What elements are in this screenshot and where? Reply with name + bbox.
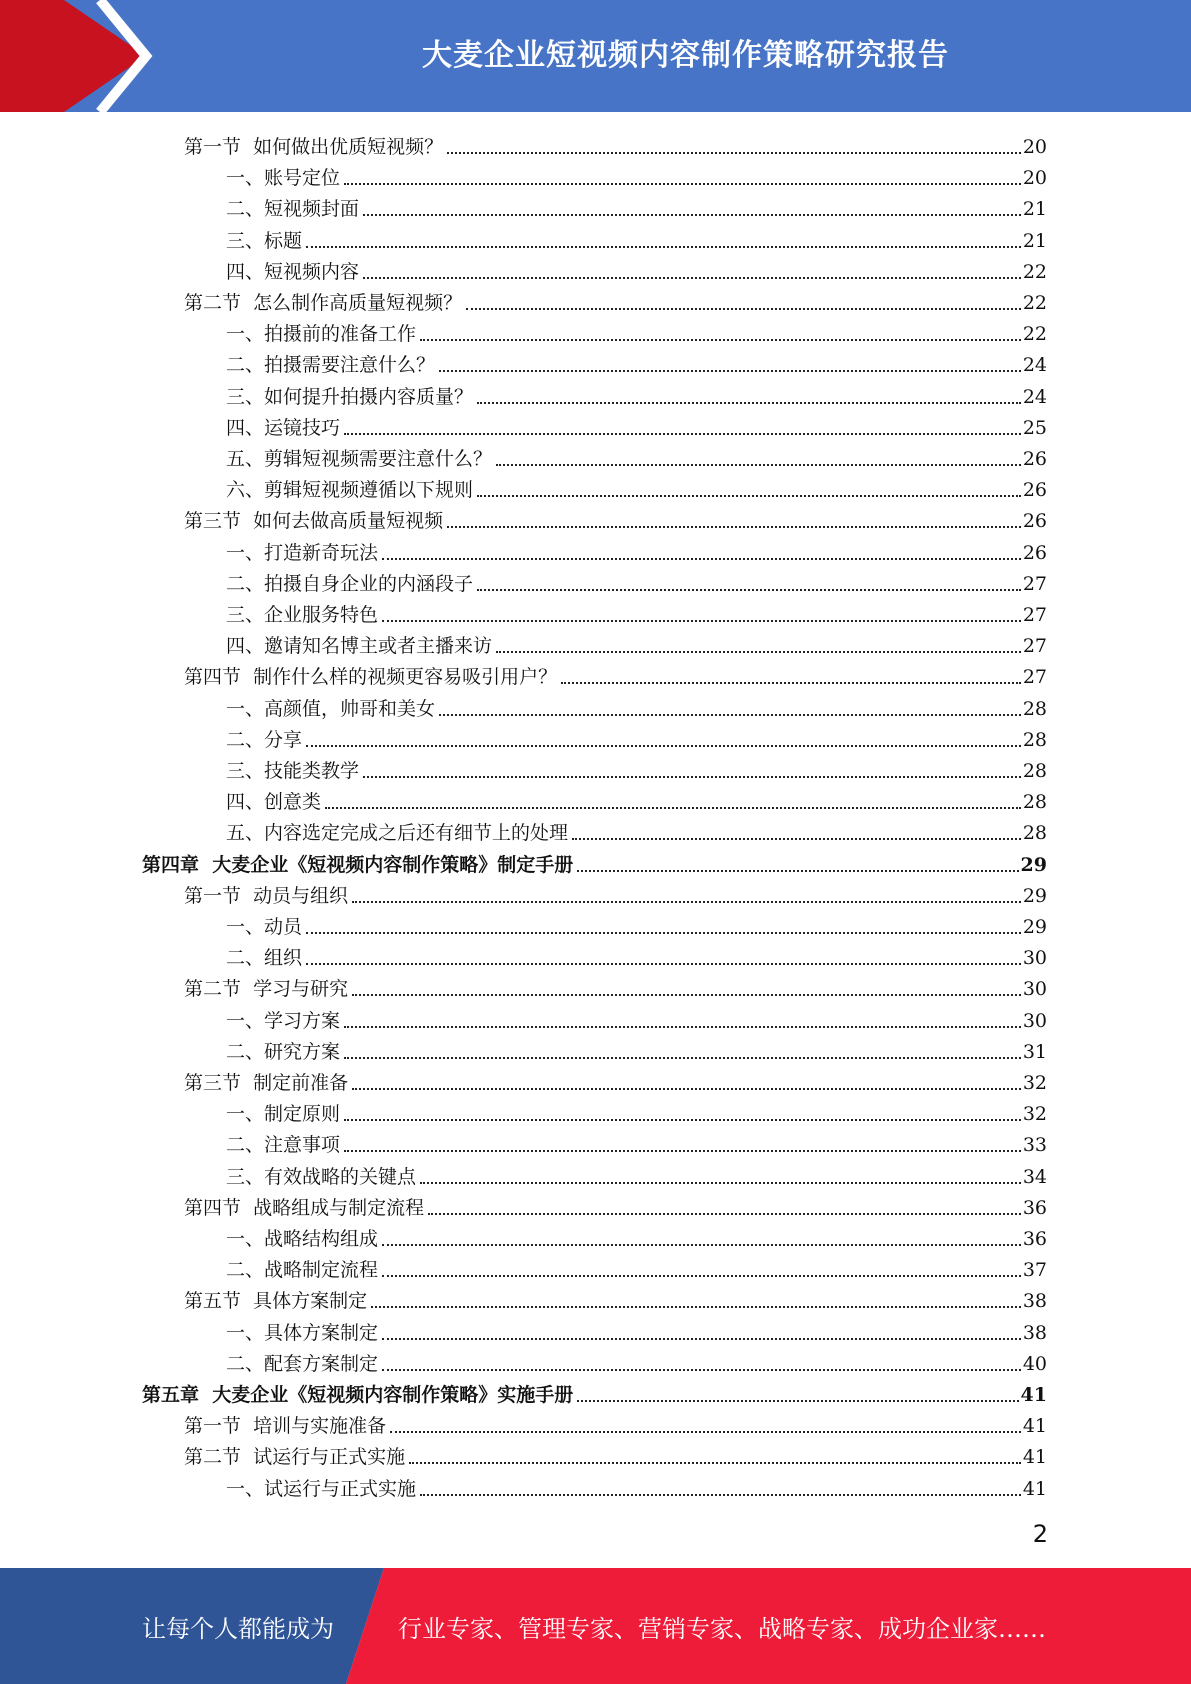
toc-entry-page: 28: [1022, 697, 1047, 720]
toc-subsection-entry[interactable]: [226, 596, 1047, 627]
toc-dot-leader: [420, 1494, 1021, 1496]
toc-subsection-entry[interactable]: [226, 752, 1047, 783]
toc-entry-title: 第四章 大麦企业《短视频内容制作策略》制定手册: [142, 853, 574, 876]
toc-entry-page: 37: [1022, 1259, 1047, 1282]
toc-entry-page: 22: [1022, 292, 1047, 314]
toc-entry-title: 一、账号定位: [226, 167, 341, 190]
toc-entry-page: 24: [1022, 385, 1047, 408]
toc-entry-title: 四、邀请知名博主或者主播来访: [226, 635, 493, 658]
toc-entry-title: 二、分享: [226, 728, 303, 751]
toc-subsection-entry[interactable]: [226, 1002, 1047, 1033]
toc-entry-page: 32: [1022, 1103, 1047, 1126]
toc-entry-title: 第五章 大麦企业《短视频内容制作策略》实施手册: [142, 1384, 574, 1406]
toc-subsection-entry[interactable]: [226, 1470, 1047, 1501]
toc-entry-page: 21: [1022, 198, 1047, 221]
toc-entry-title: 二、注意事项: [226, 1134, 341, 1157]
toc-entry-title: 三、有效战略的关键点: [226, 1165, 417, 1188]
toc-entry-title: 第二节 试运行与正式实施: [184, 1446, 406, 1469]
toc-entry-title: 二、组织: [226, 947, 303, 970]
toc-dot-leader: [382, 1244, 1021, 1246]
toc-chapter-entry[interactable]: [142, 1376, 1047, 1407]
toc-dot-leader: [382, 1338, 1021, 1340]
toc-entry-page: 28: [1022, 822, 1047, 845]
toc-subsection-entry[interactable]: [226, 939, 1047, 970]
toc-entry-title: 第三节 制定前准备: [184, 1072, 349, 1094]
toc-entry-page: 27: [1022, 635, 1047, 658]
toc-dot-leader: [352, 994, 1021, 996]
toc-entry-title: 第一节 动员与组织: [184, 884, 349, 907]
toc-subsection-entry[interactable]: [226, 346, 1047, 377]
toc-section-entry[interactable]: [184, 284, 1047, 315]
toc-entry-title: 第一节 培训与实施准备: [184, 1415, 387, 1438]
toc-subsection-entry[interactable]: [226, 908, 1047, 939]
toc-entry-page: 29: [1022, 916, 1047, 938]
toc-entry-page: 30: [1022, 947, 1047, 970]
toc-entry-title: 第二节 怎么制作高质量短视频？: [184, 292, 463, 314]
toc-entry-page: 33: [1022, 1134, 1047, 1157]
toc-dot-leader: [420, 339, 1021, 341]
toc-dot-leader: [344, 1057, 1021, 1059]
toc-dot-leader: [409, 1462, 1021, 1464]
toc-entry-title: 二、配套方案制定: [226, 1352, 379, 1375]
toc-subsection-entry[interactable]: [226, 690, 1047, 721]
toc-dot-leader: [561, 682, 1021, 684]
toc-subsection-entry[interactable]: [226, 814, 1047, 845]
toc-dot-leader: [428, 1213, 1021, 1215]
toc-entry-page: 22: [1022, 260, 1047, 283]
toc-subsection-entry[interactable]: [226, 471, 1047, 502]
toc-dot-leader: [477, 495, 1021, 497]
toc-subsection-entry[interactable]: [226, 1220, 1047, 1251]
toc-entry-page: 29: [1022, 884, 1047, 907]
toc-section-entry[interactable]: [184, 1438, 1047, 1469]
toc-entry-title: 三、企业服务特色: [226, 604, 379, 626]
toc-entry-title: 五、内容选定完成之后还有细节上的处理: [226, 822, 569, 845]
toc-dot-leader: [344, 183, 1021, 185]
toc-entry-title: 第三节 如何去做高质量短视频: [184, 510, 444, 533]
toc-section-entry[interactable]: [184, 658, 1047, 689]
toc-subsection-entry[interactable]: [226, 409, 1047, 440]
toc-dot-leader: [420, 1182, 1021, 1184]
toc-section-entry[interactable]: [184, 502, 1047, 533]
toc-dot-leader: [572, 838, 1021, 840]
toc-entry-title: 二、战略制定流程: [226, 1259, 379, 1282]
toc-dot-leader: [477, 589, 1021, 591]
toc-subsection-entry[interactable]: [226, 159, 1047, 190]
toc-entry-title: 第四节 制作什么样的视频更容易吸引用户？: [184, 666, 558, 689]
toc-entry-page: 22: [1022, 323, 1047, 346]
toc-subsection-entry[interactable]: [226, 1033, 1047, 1064]
toc-entry-page: 41: [1022, 1477, 1047, 1500]
toc-subsection-entry[interactable]: [226, 440, 1047, 471]
toc-entry-page: 28: [1022, 791, 1047, 814]
toc-entry-title: 四、短视频内容: [226, 260, 360, 283]
toc-dot-leader: [382, 1275, 1021, 1277]
toc-dot-leader: [466, 308, 1021, 310]
document-title: 大麦企业短视频内容制作策略研究报告: [422, 38, 949, 73]
toc-entry-page: 32: [1022, 1072, 1047, 1094]
toc-subsection-entry[interactable]: [226, 1314, 1047, 1345]
toc-entry-title: 四、运镜技巧: [226, 416, 341, 439]
toc-entry-page: 24: [1022, 354, 1047, 377]
toc-subsection-entry[interactable]: [226, 565, 1047, 596]
toc-section-entry[interactable]: [184, 877, 1047, 908]
toc-entry-page: 26: [1022, 510, 1047, 533]
toc-entry-title: 一、试运行与正式实施: [226, 1477, 417, 1500]
toc-dot-leader: [325, 807, 1021, 809]
toc-dot-leader: [306, 246, 1021, 248]
toc-dot-leader: [439, 714, 1021, 716]
toc-entry-page: 29: [1020, 853, 1047, 876]
toc-dot-leader: [352, 901, 1021, 903]
toc-entry-page: 26: [1022, 541, 1047, 564]
footer-slogan-left: 让每个人都能成为: [142, 1614, 334, 1643]
toc-entry-page: 21: [1022, 229, 1047, 252]
toc-entry-page: 27: [1022, 572, 1047, 595]
toc-entry-title: 一、具体方案制定: [226, 1321, 379, 1344]
toc-subsection-entry[interactable]: [226, 1251, 1047, 1282]
toc-entry-title: 五、剪辑短视频需要注意什么？: [226, 448, 493, 470]
toc-subsection-entry[interactable]: [226, 1095, 1047, 1126]
toc-section-entry[interactable]: [184, 1189, 1047, 1220]
toc-entry-page: 26: [1022, 479, 1047, 502]
toc-entry-title: 二、拍摄需要注意什么？: [226, 354, 436, 377]
toc-entry-title: 第二节 学习与研究: [184, 978, 349, 1001]
toc-entry-page: 31: [1022, 1040, 1047, 1063]
toc-subsection-entry[interactable]: [226, 783, 1047, 814]
toc-entry-page: 30: [1022, 978, 1047, 1001]
toc-dot-leader: [439, 370, 1021, 372]
toc-subsection-entry[interactable]: [226, 253, 1047, 284]
toc-entry-title: 四、创意类: [226, 791, 322, 814]
toc-entry-page: 40: [1022, 1352, 1047, 1375]
page-header: [0, 0, 1191, 112]
toc-section-entry[interactable]: [184, 1407, 1047, 1438]
toc-entry-title: 第一节 如何做出优质短视频？: [184, 136, 444, 158]
toc-subsection-entry[interactable]: [226, 222, 1047, 253]
toc-entry-title: 一、动员: [226, 916, 303, 938]
toc-entry-title: 一、高颜值，帅哥和美女: [226, 697, 436, 720]
toc-entry-title: 一、拍摄前的准备工作: [226, 323, 417, 346]
toc-section-entry[interactable]: [184, 128, 1047, 159]
toc-dot-leader: [577, 870, 1018, 872]
toc-entry-page: 41: [1020, 1384, 1047, 1406]
toc-dot-leader: [344, 1026, 1021, 1028]
toc-entry-title: 第四节 战略组成与制定流程: [184, 1196, 425, 1219]
toc-dot-leader: [382, 1369, 1021, 1371]
toc-subsection-entry[interactable]: [226, 1345, 1047, 1376]
toc-entry-page: 26: [1022, 448, 1047, 470]
toc-dot-leader: [382, 558, 1021, 560]
toc-dot-leader: [477, 402, 1021, 404]
toc-section-entry[interactable]: [184, 970, 1047, 1001]
toc-entry-title: 六、剪辑短视频遵循以下规则: [226, 479, 474, 502]
toc-dot-leader: [306, 963, 1021, 965]
toc-subsection-entry[interactable]: [226, 721, 1047, 752]
toc-entry-page: 30: [1022, 1009, 1047, 1032]
toc-dot-leader: [496, 464, 1021, 466]
toc-entry-title: 一、制定原则: [226, 1103, 341, 1126]
toc-chapter-entry[interactable]: [142, 846, 1047, 877]
toc-entry-page: 34: [1022, 1165, 1047, 1188]
toc-dot-leader: [577, 1400, 1018, 1402]
toc-entry-page: 38: [1022, 1321, 1047, 1344]
toc-dot-leader: [344, 1150, 1021, 1152]
toc-entry-title: 一、学习方案: [226, 1009, 341, 1032]
page-number: 2: [1032, 1520, 1048, 1548]
toc-entry-page: 20: [1022, 167, 1047, 190]
toc-dot-leader: [390, 1431, 1021, 1433]
toc-entry-title: 三、标题: [226, 229, 303, 252]
toc-entry-page: 20: [1022, 136, 1047, 158]
toc-dot-leader: [382, 620, 1021, 622]
toc-entry-page: 36: [1022, 1196, 1047, 1219]
toc-subsection-entry[interactable]: [226, 534, 1047, 565]
toc-dot-leader: [344, 433, 1021, 435]
toc-subsection-entry[interactable]: [226, 1126, 1047, 1157]
toc-subsection-entry[interactable]: [226, 190, 1047, 221]
toc-entry-page: 27: [1022, 604, 1047, 626]
toc-entry-title: 三、技能类教学: [226, 760, 360, 782]
toc-entry-page: 28: [1022, 760, 1047, 782]
toc-entry-page: 28: [1022, 728, 1047, 751]
toc-dot-leader: [363, 277, 1021, 279]
toc-entry-page: 38: [1022, 1290, 1047, 1313]
footer-slogan-right: 行业专家、管理专家、营销专家、战略专家、成功企业家……: [398, 1614, 1046, 1643]
toc-subsection-entry[interactable]: [226, 1158, 1047, 1189]
page-footer: [0, 1568, 1191, 1684]
toc-dot-leader: [447, 526, 1021, 528]
toc-section-entry[interactable]: [184, 1064, 1047, 1095]
toc-subsection-entry[interactable]: [226, 378, 1047, 409]
toc-dot-leader: [496, 651, 1021, 653]
toc-subsection-entry[interactable]: [226, 315, 1047, 346]
toc-dot-leader: [306, 745, 1021, 747]
toc-entry-title: 一、打造新奇玩法: [226, 541, 379, 564]
toc-entry-title: 二、短视频封面: [226, 198, 360, 221]
toc-dot-leader: [306, 932, 1021, 934]
toc-dot-leader: [363, 214, 1021, 216]
toc-entry-title: 二、拍摄自身企业的内涵段子: [226, 572, 474, 595]
toc-dot-leader: [344, 1119, 1021, 1121]
toc-entry-title: 二、研究方案: [226, 1040, 341, 1063]
toc-entry-page: 36: [1022, 1228, 1047, 1250]
toc-entry-page: 27: [1022, 666, 1047, 689]
toc-subsection-entry[interactable]: [226, 627, 1047, 658]
toc-entry-title: 第五节 具体方案制定: [184, 1290, 368, 1313]
toc-dot-leader: [371, 1306, 1021, 1308]
toc-dot-leader: [447, 152, 1021, 154]
toc-entry-page: 41: [1022, 1446, 1047, 1469]
toc-entry-title: 一、战略结构组成: [226, 1228, 379, 1250]
toc-section-entry[interactable]: [184, 1282, 1047, 1313]
toc-entry-page: 25: [1022, 416, 1047, 439]
toc-entry-page: 41: [1022, 1415, 1047, 1438]
toc-entry-title: 三、如何提升拍摄内容质量？: [226, 385, 474, 408]
toc-dot-leader: [352, 1088, 1021, 1090]
toc-dot-leader: [363, 776, 1021, 778]
